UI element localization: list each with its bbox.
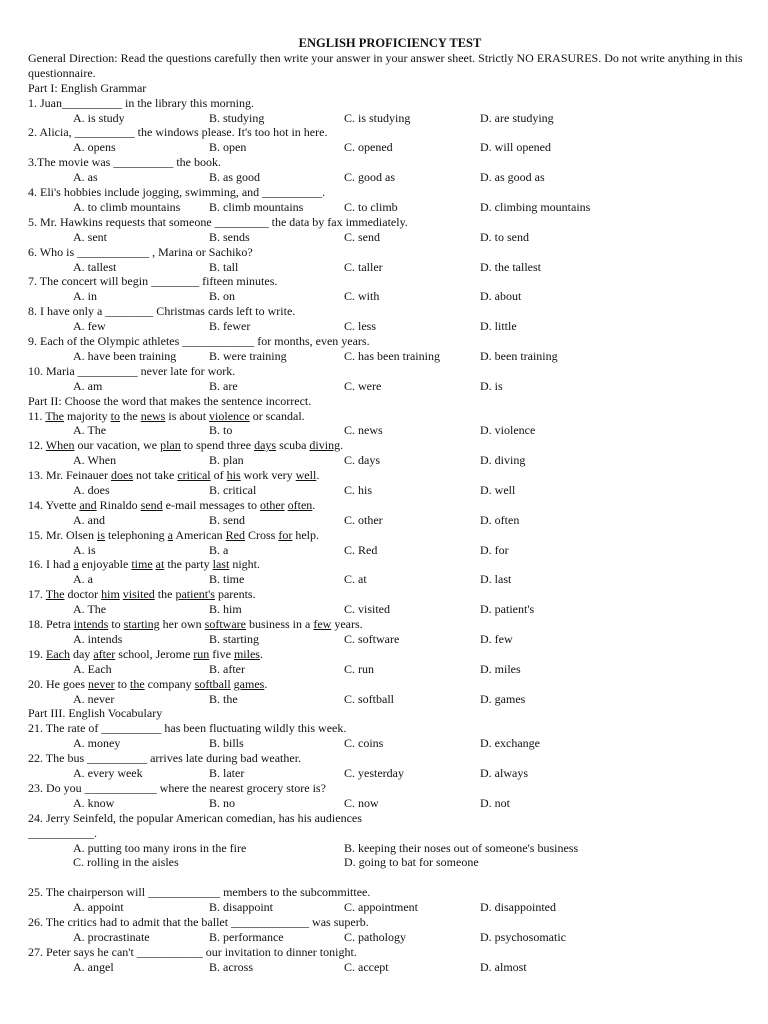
question-10 <box>28 364 752 394</box>
underlined-word: often <box>287 497 313 512</box>
option-d: D. disappointed <box>480 900 556 915</box>
option-d: D. last <box>480 572 512 587</box>
part3-questions <box>28 721 752 810</box>
question-stem <box>28 498 752 513</box>
option-b: B. send <box>209 512 245 527</box>
underlined-word: Each <box>46 646 70 661</box>
question-15 <box>28 528 752 558</box>
underlined-word: is <box>97 527 106 542</box>
option-b: B. no <box>209 795 236 810</box>
underlined-word: his <box>226 468 241 483</box>
option-d: D. as good as <box>480 170 545 185</box>
options-row <box>28 602 752 617</box>
question-stem: 22. The bus __________ arrives late during bad weather. <box>28 751 302 766</box>
question-stem: 27. Peter says he can't ___________ our invitation to dinner tonight. <box>28 944 357 959</box>
option-d: D. almost <box>480 959 527 974</box>
stem-text: or scandal. <box>249 408 305 423</box>
option-c: C. other <box>344 512 383 527</box>
option-d: D. exchange <box>480 736 540 751</box>
option-c: C. pathology <box>344 929 406 944</box>
underlined-word: miles <box>233 646 260 661</box>
option-c: C. opened <box>344 140 393 155</box>
underlined-word: few <box>313 617 332 632</box>
option-c: C. send <box>344 229 380 244</box>
option-a: A. as <box>73 170 98 185</box>
options-row <box>28 960 752 975</box>
question-stem <box>28 617 752 632</box>
options-row <box>28 200 752 215</box>
stem-text: the <box>154 587 176 602</box>
option-a: A. sent <box>73 229 107 244</box>
question-stem: 8. I have only a ________ Christmas cards left to write. <box>28 304 296 319</box>
underlined-word: the <box>130 676 145 691</box>
spacer <box>28 870 752 885</box>
stem-text: enjoyable <box>78 557 132 572</box>
option-d: D. patient's <box>480 602 535 617</box>
option-c: C. good as <box>344 170 395 185</box>
option-a: A. angel <box>73 959 114 974</box>
stem-text: telephoning <box>105 527 168 542</box>
option-a: A. tallest <box>73 259 117 274</box>
question-12 <box>28 438 752 468</box>
stem-text: help. <box>292 527 320 542</box>
underlined-word: to <box>110 408 121 423</box>
options-row <box>28 289 752 304</box>
underlined-word: games <box>233 676 265 691</box>
option-d: D. always <box>480 766 528 781</box>
stem-text: five <box>209 646 234 661</box>
option-b: B. to <box>209 423 233 438</box>
underlined-word: patient's <box>175 587 215 602</box>
option-c: C. his <box>344 483 373 497</box>
question-19 <box>28 647 752 677</box>
stem-text: night. <box>229 557 260 572</box>
option-b: B. open <box>209 140 247 155</box>
options-row <box>28 572 752 587</box>
option-a: A. intends <box>73 631 123 646</box>
options-row <box>28 855 752 870</box>
question-26 <box>28 915 752 945</box>
stem-text: 11. <box>28 408 46 423</box>
question-1 <box>28 96 752 126</box>
options-row <box>28 736 752 751</box>
option-c: C. less <box>344 319 377 334</box>
options-row <box>28 483 752 498</box>
question-stem <box>28 677 752 692</box>
question-stem: 2. Alicia, __________ the windows please. It's too hot in here. <box>28 125 328 140</box>
option-a: A. never <box>73 691 115 706</box>
option-b: B. as good <box>209 170 260 185</box>
option-a: A. and <box>73 512 105 527</box>
option-c: C. at <box>344 572 367 587</box>
question-20 <box>28 677 752 707</box>
option-a: A. When <box>73 453 117 468</box>
stem-text: years. <box>331 617 363 632</box>
option-c: C. softball <box>344 691 394 706</box>
options-row <box>28 453 752 468</box>
underlined-word: after <box>93 646 116 661</box>
option-a: A. is <box>73 542 96 557</box>
stem-text: her own <box>159 617 205 632</box>
question-23 <box>28 781 752 811</box>
underlined-word: for <box>278 527 293 542</box>
underlined-word: time <box>131 557 153 572</box>
stem-text: is about <box>165 408 210 423</box>
stem-text: business in a <box>246 617 314 632</box>
option-c: C. rolling in the aisles <box>73 855 179 870</box>
option-a: A. opens <box>73 140 116 155</box>
underlined-word: softball <box>194 676 231 691</box>
question-stem: 10. Maria __________ never late for work. <box>28 363 236 378</box>
options-row <box>28 930 752 945</box>
option-d: D. will opened <box>480 140 551 155</box>
stem-text: scuba <box>276 438 310 453</box>
underlined-word: news <box>140 408 166 423</box>
option-b: B. tall <box>209 259 239 274</box>
underlined-word: send <box>140 497 163 512</box>
stem-text: 16. I had <box>28 557 74 572</box>
question-stem <box>28 647 752 662</box>
options-row <box>28 513 752 528</box>
stem-text: . <box>312 497 316 512</box>
stem-text: of <box>210 468 227 483</box>
options-row <box>28 170 752 185</box>
underlined-word: last <box>212 557 230 572</box>
option-b: B. sends <box>209 229 250 244</box>
question-stem-continued: ___________. <box>28 825 97 840</box>
underlined-word: run <box>193 646 210 661</box>
options-row <box>28 662 752 677</box>
stem-text: to spend three <box>180 438 255 453</box>
stem-text: 12. <box>28 438 46 453</box>
option-d: D. well <box>480 483 516 497</box>
option-d: D. psychosomatic <box>480 929 566 944</box>
question-21 <box>28 721 752 751</box>
question-stem: 1. Juan__________ in the library this morning. <box>28 95 254 110</box>
option-c: C. coins <box>344 736 384 751</box>
part1-heading: Part I: English Grammar <box>28 80 147 95</box>
option-d: D. little <box>480 319 517 334</box>
underlined-word: days <box>254 438 277 453</box>
underlined-word: a <box>73 557 79 572</box>
option-a: A. is study <box>73 110 125 125</box>
stem-text: . <box>259 646 263 661</box>
underlined-word: software <box>204 617 246 632</box>
part2-heading: Part II: Choose the word that makes the sentence incorrect. <box>28 393 312 408</box>
stem-text: 15. Mr. Olsen <box>28 527 97 542</box>
question-17 <box>28 587 752 617</box>
underlined-word: plan <box>160 438 181 453</box>
option-c: C. with <box>344 289 380 304</box>
underlined-word: violence <box>209 408 250 423</box>
options-row <box>28 379 752 394</box>
question-stem: 26. The critics had to admit that the ballet _____________ was superb. <box>28 915 369 930</box>
question-stem: 5. Mr. Hawkins requests that someone _________ the data by fax immediately. <box>28 214 408 229</box>
option-a: A. every week <box>73 766 143 781</box>
option-b: B. starting <box>209 631 259 646</box>
question-stem: 24. Jerry Seinfeld, the popular American comedian, has his audiences <box>28 810 362 825</box>
question-18 <box>28 617 752 647</box>
part2-questions <box>28 409 752 707</box>
question-stem <box>28 528 752 543</box>
question-2 <box>28 125 752 155</box>
part1-questions <box>28 96 752 394</box>
option-a: A. to climb mountains <box>73 199 181 214</box>
option-a: A. in <box>73 289 97 304</box>
option-d: D. about <box>480 289 522 304</box>
option-d: D. diving <box>480 453 526 468</box>
underlined-word: never <box>88 676 115 691</box>
option-a: A. The <box>73 602 107 617</box>
option-d: D. are studying <box>480 110 554 125</box>
stem-text: to <box>114 676 130 691</box>
option-d: D. to send <box>480 229 529 244</box>
option-b: B. are <box>209 378 238 393</box>
option-d: D. is <box>480 378 503 393</box>
option-c: C. accept <box>344 959 389 974</box>
underlined-word: starting <box>123 617 160 632</box>
option-d: D. miles <box>480 661 521 676</box>
option-d: D. going to bat for someone <box>344 855 479 870</box>
option-d: D. for <box>480 542 509 557</box>
question-24 <box>28 811 752 871</box>
question-27 <box>28 945 752 975</box>
stem-text: American <box>173 527 226 542</box>
option-b: B. climb mountains <box>209 199 304 214</box>
option-b: B. a <box>209 542 229 557</box>
option-a: A. a <box>73 572 93 587</box>
options-row <box>28 543 752 558</box>
option-c: C. has been training <box>344 348 440 363</box>
stem-text: . <box>340 438 344 453</box>
general-direction: General Direction: Read the questions carefully then write your answer in your answer sheet. Strictly NO ERASURES. Do not write anything in this questionnaire. <box>28 50 743 80</box>
question-16 <box>28 557 752 587</box>
options-row <box>28 349 752 364</box>
option-b: B. him <box>209 602 242 617</box>
question-14 <box>28 498 752 528</box>
question-stem: 3.The movie was __________ the book. <box>28 155 221 170</box>
stem-text: work very <box>240 468 296 483</box>
option-a: A. putting too many irons in the fire <box>73 840 247 855</box>
option-b: B. after <box>209 661 245 676</box>
question-stem: 4. Eli's hobbies include jogging, swimming, and __________. <box>28 185 326 200</box>
question-stem: 9. Each of the Olympic athletes ____________ for months, even years. <box>28 334 370 348</box>
option-b: B. the <box>209 691 238 706</box>
option-b: B. fewer <box>209 319 251 334</box>
stem-text: school, Jerome <box>115 646 194 661</box>
stem-text: Cross <box>245 527 279 542</box>
options-row <box>28 423 752 438</box>
option-d: D. been training <box>480 348 558 363</box>
underlined-word: Red <box>225 527 245 542</box>
question-5 <box>28 215 752 245</box>
underlined-word: The <box>45 408 64 423</box>
option-c: C. now <box>344 795 379 810</box>
option-b: B. across <box>209 959 253 974</box>
question-stem <box>28 557 752 572</box>
stem-text: company <box>144 676 195 691</box>
question-stem <box>28 409 752 424</box>
option-c: C. were <box>344 378 382 393</box>
option-b: B. disappoint <box>209 900 274 915</box>
option-c: C. is studying <box>344 110 411 125</box>
question-8 <box>28 304 752 334</box>
option-c: C. appointment <box>344 900 418 915</box>
options-row <box>28 319 752 334</box>
option-b: B. critical <box>209 483 257 497</box>
stem-text: majority <box>64 408 111 423</box>
options-row <box>28 841 752 856</box>
option-a: A. know <box>73 795 115 810</box>
option-d: D. games <box>480 691 526 706</box>
underlined-word: intends <box>73 617 109 632</box>
underlined-word: at <box>155 557 165 572</box>
stem-text: parents. <box>214 587 256 602</box>
question-stem: 6. Who is ____________ , Marina or Sachiko? <box>28 244 253 259</box>
question-22 <box>28 751 752 781</box>
option-b: B. plan <box>209 453 244 468</box>
option-c: C. to climb <box>344 199 398 214</box>
option-b: B. bills <box>209 736 244 751</box>
option-d: D. few <box>480 631 513 646</box>
stem-text: 20. He goes <box>28 676 88 691</box>
question-11 <box>28 409 752 439</box>
stem-text: 17. <box>28 587 46 602</box>
question-stem <box>28 468 752 483</box>
option-d: D. often <box>480 512 520 527</box>
question-stem <box>28 438 752 453</box>
underlined-word: other <box>259 497 285 512</box>
option-c: C. run <box>344 661 374 676</box>
stem-text: . <box>264 676 268 691</box>
option-b: B. were training <box>209 348 287 363</box>
option-d: D. the tallest <box>480 259 541 274</box>
option-c: C. days <box>344 453 380 468</box>
option-c: C. software <box>344 631 400 646</box>
question-7 <box>28 274 752 304</box>
stem-text: e-mail messages to <box>162 497 260 512</box>
option-a: A. appoint <box>73 900 124 915</box>
part3-heading: Part III. English Vocabulary <box>28 706 163 721</box>
stem-text: the <box>120 408 141 423</box>
option-a: A. does <box>73 483 110 497</box>
underlined-word: does <box>111 468 133 483</box>
option-b: B. on <box>209 289 236 304</box>
options-row <box>28 632 752 647</box>
stem-text: 19. <box>28 646 46 661</box>
stem-text: the party <box>164 557 213 572</box>
options-row <box>28 900 752 915</box>
stem-text: . <box>316 468 320 483</box>
stem-text: 14. Yvette <box>28 497 80 512</box>
option-d: D. climbing mountains <box>480 199 591 214</box>
option-a: A. procrastinate <box>73 929 150 944</box>
stem-text: doctor <box>64 587 102 602</box>
question-3 <box>28 155 752 185</box>
underlined-word: well <box>295 468 317 483</box>
question-stem: 25. The chairperson will ____________ members to the subcommittee. <box>28 885 371 900</box>
option-a: A. The <box>73 423 107 438</box>
option-c: C. yesterday <box>344 766 404 781</box>
question-25 <box>28 885 752 915</box>
stem-text: not take <box>133 468 178 483</box>
option-a: A. am <box>73 378 103 393</box>
question-4 <box>28 185 752 215</box>
stem-text: 18. Petra <box>28 617 74 632</box>
option-b: B. keeping their noses out of someone's business <box>344 840 579 855</box>
underlined-word: a <box>167 527 173 542</box>
question-9 <box>28 334 752 364</box>
underlined-word: critical <box>177 468 211 483</box>
option-c: C. taller <box>344 259 383 274</box>
question-stem: 7. The concert will begin ________ fifteen minutes. <box>28 274 278 289</box>
question-6 <box>28 245 752 275</box>
underlined-word: and <box>79 497 97 512</box>
option-b: B. studying <box>209 110 265 125</box>
option-c: C. Red <box>344 542 378 557</box>
underlined-word: him <box>101 587 120 602</box>
underlined-word: The <box>45 587 65 602</box>
option-c: C. news <box>344 423 383 438</box>
option-a: A. have been training <box>73 348 177 363</box>
stem-text: Rinaldo <box>96 497 141 512</box>
options-row <box>28 111 752 126</box>
options-row <box>28 692 752 707</box>
underlined-word: diving <box>309 438 341 453</box>
option-b: B. time <box>209 572 245 587</box>
option-c: C. visited <box>344 602 391 617</box>
options-row <box>28 230 752 245</box>
option-d: D. not <box>480 795 510 810</box>
options-row <box>28 260 752 275</box>
options-row <box>28 796 752 811</box>
page-title: ENGLISH PROFICIENCY TEST <box>298 36 482 50</box>
stem-text: our vacation, we <box>74 438 161 453</box>
question-stem <box>28 587 752 602</box>
options-row <box>28 766 752 781</box>
option-b: B. later <box>209 766 245 781</box>
stem-text: day <box>69 646 94 661</box>
test-document <box>28 36 752 975</box>
option-a: A. few <box>73 319 106 334</box>
stem-text: to <box>108 617 124 632</box>
option-d: D. violence <box>480 423 536 438</box>
question-13 <box>28 468 752 498</box>
part3-questions-continued <box>28 885 752 974</box>
underlined-word: visited <box>122 587 155 602</box>
option-a: A. money <box>73 736 121 751</box>
question-stem: 23. Do you ____________ where the nearest grocery store is? <box>28 780 326 795</box>
option-b: B. performance <box>209 929 284 944</box>
underlined-word: When <box>45 438 75 453</box>
question-stem: 21. The rate of __________ has been fluctuating wildly this week. <box>28 721 347 736</box>
option-a: A. Each <box>73 661 112 676</box>
options-row <box>28 140 752 155</box>
stem-text: 13. Mr. Feinauer <box>28 468 111 483</box>
